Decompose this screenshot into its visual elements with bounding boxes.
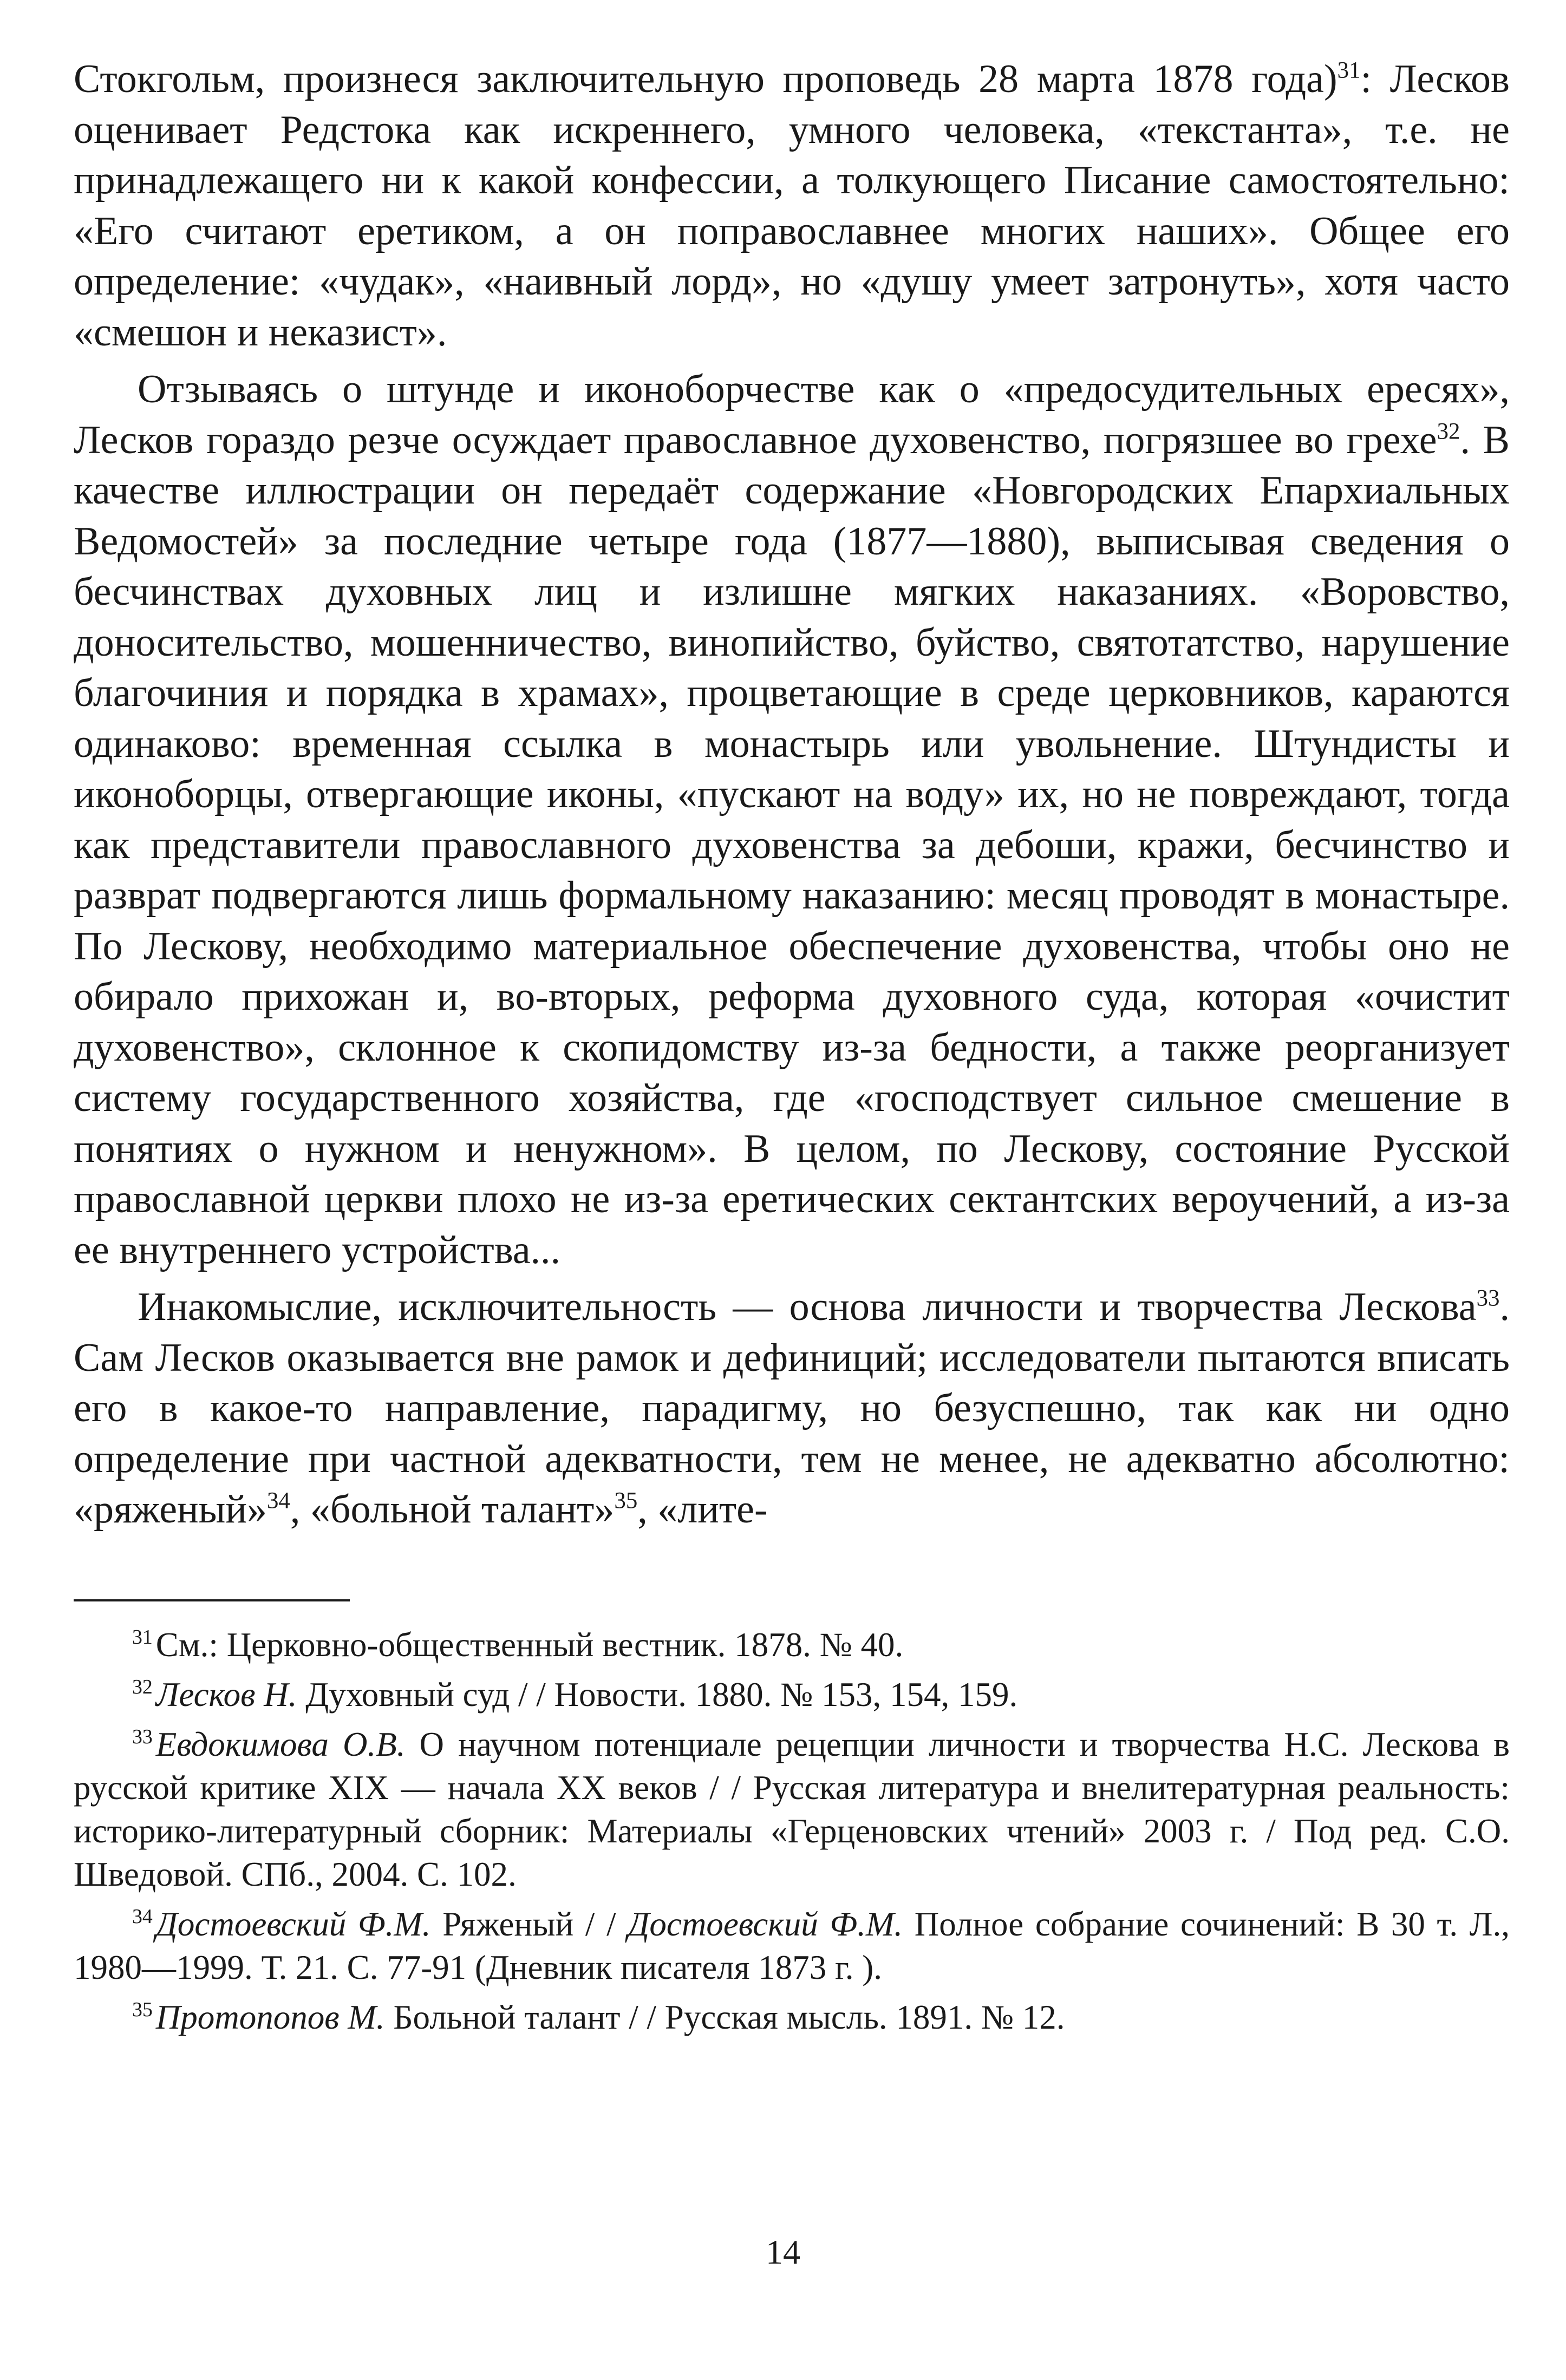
footnotes — [74, 1623, 1510, 2039]
footnote-33: $^{33}$Евдокимова О.В. О научном потенциале рецепции личности и творчества Н.С. Лескова в русской критике XIX — начала XX веков / / Русская литература и внелитературная реальность: историко-литературный сборник: Материалы «Герценовских чтений» 2003 г. / Под ред. С.О. Шведовой. СПб., 2004. С. 102. — [74, 1725, 1510, 1893]
footnote-ref-32: 32 — [1437, 418, 1460, 444]
footnote-ref-33: 33 — [1476, 1285, 1500, 1311]
footnote-32: $^{32}$Лесков Н. Духовный суд / / Новости. 1880. № 153, 154, 159. — [132, 1675, 1018, 1714]
paragraph-2: Отзываясь о штунде и иконоборчестве как о «предосудительных ересях», Лесков гораздо резче осуждает православное духовенство, погрязшее во грехе$^{32}$. В качестве иллюстрации он передаёт содержание «Новгородских Епархиальных Ведомостей» за последние четыре года (1877—1880), выписывая сведения о бесчинствах духовных лиц и излишне мягких наказаниях. «Воровство, доносительство, мошенничество, винопийство, буйство, святотатство, нарушение благочиния и порядка в храмах», процветающие в среде церковников, караются одинаково: временная ссылка в монастырь или увольнение. Штундисты и иконоборцы, отвергающие иконы, «пускают на воду» их, но не повреждают, тогда как представители православного духовенства за дебоши, кражи, бесчинство и разврат подвергаются лишь формальному наказанию: месяц проводят в монастыре. По Лескову, необходимо материальное обеспечение духовенства, чтобы оно не обирало прихожан и, во-вторых, реформа духовного суда, которая «очистит духовенство», склонное к скопидомству из-за бедности, а также реорганизует систему государственного хозяйства, где «господствует сильное смешение в понятиях о нужном и ненужном». В целом, по Лескову, состояние Русской православной церкви плохо не из-за еретических сектантских вероучений, а из-за ее внутреннего устройства... — [74, 367, 1510, 1272]
footnote-ref-35: 35 — [614, 1488, 638, 1514]
paragraph-1: Стокгольм, произнеся заключительную проповедь 28 марта 1878 года)$^{31}$: Лесков оценивает Редстока как искреннего, умного человека, «текстанта», т.е. не принадлежащего ни к какой конфессии, а толкующего Писание самостоятельно: «Его считают еретиком, а он поправославнее многих наших». Общее его определение: «чудак», «наивный лорд», но «душу умеет затронуть», хотя часто «смешон и неказист». — [74, 57, 1510, 355]
main-text — [74, 54, 1510, 1535]
footnote-31: $^{31}$См.: Церковно-общественный вестник. 1878. № 40. — [132, 1625, 904, 1664]
footnote-ref-31: 31 — [1337, 57, 1361, 83]
page-number: 14 — [766, 2233, 800, 2271]
footnote-ref-34: 34 — [266, 1488, 290, 1514]
footnote-35: $^{35}$Протопопов М. Больной талант / / Русская мысль. 1891. № 12. — [132, 1998, 1065, 2036]
page — [74, 54, 1510, 2045]
paragraph-3: Инакомыслие, исключительность — основа личности и творчества Лескова$^{33}$. Сам Лесков оказывается вне рамок и дефиниций; исследователи пытаются вписать его в какое-то направление, парадигму, но безуспешно, так как ни одно определение при частной адекватности, тем не менее, не адекватно абсолютно: «ряженый»$^{34}$, «больной талант»$^{35}$, «лите- — [74, 1285, 1510, 1532]
footnote-34: $^{34}$Достоевский Ф.М. Ряженый / / Достоевский Ф.М. Полное собрание сочинений: В 30 т. Л., 1980—1999. Т. 21. С. 77-91 (Дневник писателя 1873 г. ). — [74, 1905, 1510, 1986]
footnote-divider — [74, 1599, 350, 1601]
